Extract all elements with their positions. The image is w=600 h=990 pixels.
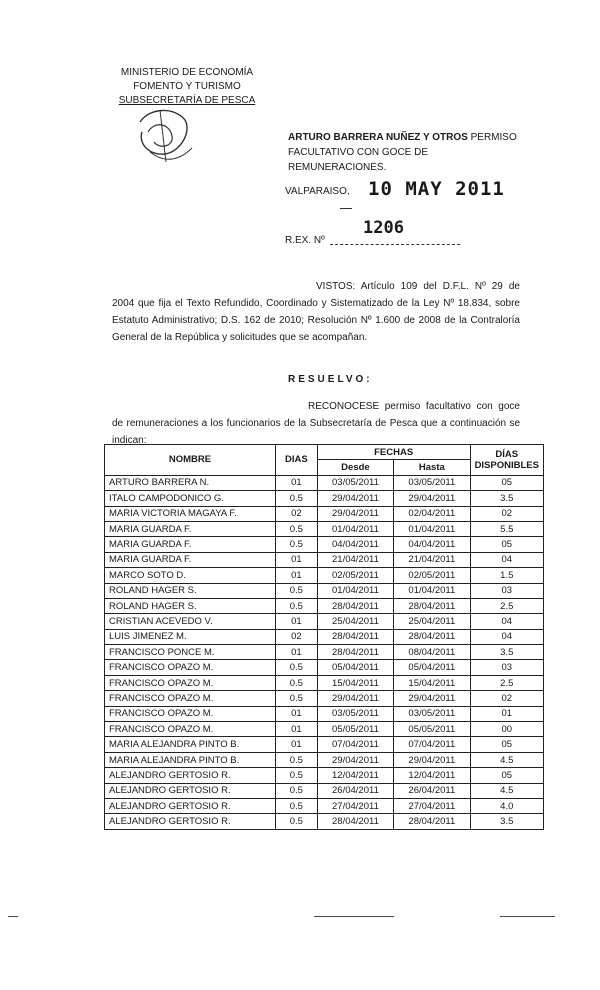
cell-nombre: FRANCISCO OPAZO M. (105, 660, 276, 675)
official-seal-icon (130, 102, 200, 172)
cell-disponibles: 3.5 (470, 814, 543, 829)
cell-nombre: MARCO SOTO D. (105, 568, 276, 583)
cell-disponibles: 04 (470, 552, 543, 567)
footer-mark-left (8, 916, 18, 917)
cell-disponibles: 3.5 (470, 645, 543, 660)
cell-dias: 0.5 (276, 598, 318, 613)
cell-desde: 25/04/2011 (317, 614, 393, 629)
table-row (105, 768, 544, 783)
cell-nombre: MARIA ALEJANDRA PINTO B. (105, 752, 276, 767)
cell-dias: 0.5 (276, 660, 318, 675)
cell-disponibles: 2.5 (470, 675, 543, 690)
table-row (105, 645, 544, 660)
cell-dias: 01 (276, 706, 318, 721)
cell-hasta: 08/04/2011 (394, 645, 470, 660)
cell-hasta: 25/04/2011 (394, 614, 470, 629)
cell-hasta: 01/04/2011 (394, 521, 470, 536)
cell-dias: 01 (276, 645, 318, 660)
cell-hasta: 29/04/2011 (394, 691, 470, 706)
cell-hasta: 29/04/2011 (394, 491, 470, 506)
cell-hasta: 03/05/2011 (394, 706, 470, 721)
cell-dias: 01 (276, 737, 318, 752)
cell-disponibles: 05 (470, 475, 543, 490)
cell-nombre: ROLAND HAGER S. (105, 583, 276, 598)
document-title (288, 130, 528, 175)
header-nombre: NOMBRE (105, 445, 276, 476)
cell-dias: 0.5 (276, 583, 318, 598)
cell-desde: 01/04/2011 (317, 521, 393, 536)
cell-hasta: 28/04/2011 (394, 629, 470, 644)
cell-hasta: 01/04/2011 (394, 583, 470, 598)
table-row (105, 552, 544, 567)
cell-disponibles: 01 (470, 706, 543, 721)
cell-desde: 29/04/2011 (317, 752, 393, 767)
ministry-line-2: FOMENTO Y TURISMO (133, 81, 241, 92)
cell-dias: 0.5 (276, 783, 318, 798)
cell-hasta: 27/04/2011 (394, 798, 470, 813)
vistos-paragraph: VISTOS: Artículo 109 del D.F.L. Nº 29 de 2004 que fija el Texto Refundido, Coordinado y Sistematizado de la Ley Nº 18.834, sobre Estatuto Administrativo; D.S. 162 de 2010; Resolución Nº 1.600 de 2008 de la Contraloría General de la República y solicitudes que se acompañan. (112, 281, 520, 343)
table-row (105, 660, 544, 675)
header-disponibles-1: DÍAS (495, 448, 519, 460)
cell-disponibles: 02 (470, 506, 543, 521)
cell-nombre: ALEJANDRO GERTOSIO R. (105, 798, 276, 813)
cell-dias: 02 (276, 629, 318, 644)
cell-dias: 0.5 (276, 752, 318, 767)
cell-desde: 07/04/2011 (317, 737, 393, 752)
cell-hasta: 28/04/2011 (394, 814, 470, 829)
cell-hasta: 29/04/2011 (394, 752, 470, 767)
title-rest: PERMISO FACULTATIVO CON GOCE DE REMUNERACIONES. (288, 132, 517, 173)
cell-dias: 0.5 (276, 768, 318, 783)
cell-desde: 28/04/2011 (317, 629, 393, 644)
cell-nombre: ALEJANDRO GERTOSIO R. (105, 814, 276, 829)
table-body (105, 475, 544, 829)
cell-dias: 0.5 (276, 491, 318, 506)
cell-disponibles: 05 (470, 537, 543, 552)
cell-nombre: MARIA GUARDA F. (105, 537, 276, 552)
cell-hasta: 21/04/2011 (394, 552, 470, 567)
cell-nombre: MARIA VICTORIA MAGAYA F. (105, 506, 276, 521)
cell-nombre: ROLAND HAGER S. (105, 598, 276, 613)
header-dias: DIAS (276, 445, 318, 476)
cell-disponibles: 2.5 (470, 598, 543, 613)
header-disponibles-2: DISPONIBLES (474, 459, 539, 471)
cell-dias: 01 (276, 552, 318, 567)
cell-disponibles: 4.0 (470, 798, 543, 813)
cell-disponibles: 4.5 (470, 783, 543, 798)
cell-dias: 0.5 (276, 814, 318, 829)
cell-desde: 26/04/2011 (317, 783, 393, 798)
table-row (105, 583, 544, 598)
header-disponibles (470, 445, 543, 476)
table-row (105, 706, 544, 721)
cell-hasta: 05/05/2011 (394, 722, 470, 737)
cell-desde: 02/05/2011 (317, 568, 393, 583)
cell-hasta: 03/05/2011 (394, 475, 470, 490)
cell-hasta: 04/04/2011 (394, 537, 470, 552)
table-row (105, 629, 544, 644)
rex-label: R.EX. Nº (285, 235, 325, 246)
permissions-table (104, 444, 544, 830)
cell-hasta: 26/04/2011 (394, 783, 470, 798)
table-row (105, 521, 544, 536)
table-row (105, 568, 544, 583)
cell-desde: 12/04/2011 (317, 768, 393, 783)
cell-hasta: 02/04/2011 (394, 506, 470, 521)
cell-desde: 28/04/2011 (317, 645, 393, 660)
cell-nombre: ALEJANDRO GERTOSIO R. (105, 768, 276, 783)
cell-dias: 01 (276, 568, 318, 583)
cell-hasta: 28/04/2011 (394, 598, 470, 613)
cell-desde: 04/04/2011 (317, 537, 393, 552)
cell-desde: 29/04/2011 (317, 491, 393, 506)
title-bold: ARTURO BARRERA NUÑEZ Y OTROS (288, 132, 468, 143)
cell-desde: 01/04/2011 (317, 583, 393, 598)
cell-nombre: FRANCISCO OPAZO M. (105, 706, 276, 721)
cell-dias: 01 (276, 475, 318, 490)
ministry-line-1: MINISTERIO DE ECONOMÍA (120, 67, 254, 78)
cell-desde: 29/04/2011 (317, 691, 393, 706)
cell-nombre: ITALO CAMPODONICO G. (105, 491, 276, 506)
cell-disponibles: 3.5 (470, 491, 543, 506)
cell-dias: 01 (276, 614, 318, 629)
cell-disponibles: 05 (470, 737, 543, 752)
ministry-line-3: SUBSECRETARÍA DE PESCA (118, 95, 256, 106)
cell-desde: 27/04/2011 (317, 798, 393, 813)
cell-dias: 0.5 (276, 798, 318, 813)
cell-nombre: MARIA GUARDA F. (105, 552, 276, 567)
table-row (105, 475, 544, 490)
cell-disponibles: 5.5 (470, 521, 543, 536)
header-desde: Desde (317, 460, 393, 475)
cell-dias: 0.5 (276, 521, 318, 536)
cell-desde: 05/05/2011 (317, 722, 393, 737)
cell-desde: 05/04/2011 (317, 660, 393, 675)
table-row (105, 506, 544, 521)
table-row (105, 752, 544, 767)
cell-nombre: MARIA ALEJANDRA PINTO B. (105, 737, 276, 752)
cell-hasta: 12/04/2011 (394, 768, 470, 783)
rex-line (330, 244, 460, 245)
cell-disponibles: 04 (470, 614, 543, 629)
cell-dias: 0.5 (276, 675, 318, 690)
cell-nombre: CRISTIAN ACEVEDO V. (105, 614, 276, 629)
cell-desde: 29/04/2011 (317, 506, 393, 521)
place-label: VALPARAISO, (285, 186, 350, 197)
cell-nombre: MARIA GUARDA F. (105, 521, 276, 536)
cell-hasta: 07/04/2011 (394, 737, 470, 752)
cell-desde: 28/04/2011 (317, 814, 393, 829)
cell-hasta: 15/04/2011 (394, 675, 470, 690)
cell-disponibles: 4.5 (470, 752, 543, 767)
table-row (105, 691, 544, 706)
cell-nombre: FRANCISCO OPAZO M. (105, 722, 276, 737)
cell-nombre: FRANCISCO OPAZO M. (105, 675, 276, 690)
header-fechas: FECHAS (317, 445, 470, 460)
footer-line-middle (314, 916, 394, 917)
cell-disponibles: 00 (470, 722, 543, 737)
cell-nombre: FRANCISCO OPAZO M. (105, 691, 276, 706)
cell-disponibles: 05 (470, 768, 543, 783)
table-row (105, 491, 544, 506)
cell-nombre: ALEJANDRO GERTOSIO R. (105, 783, 276, 798)
cell-nombre: LUIS JIMENEZ M. (105, 629, 276, 644)
header-hasta: Hasta (394, 460, 470, 475)
cell-disponibles: 02 (470, 691, 543, 706)
cell-desde: 03/05/2011 (317, 706, 393, 721)
cell-dias: 02 (276, 506, 318, 521)
cell-desde: 03/05/2011 (317, 475, 393, 490)
cell-nombre: ARTURO BARRERA N. (105, 475, 276, 490)
cell-desde: 28/04/2011 (317, 598, 393, 613)
table-row (105, 783, 544, 798)
resuelvo-heading: RESUELVO: (288, 374, 373, 385)
table-row (105, 737, 544, 752)
cell-disponibles: 04 (470, 629, 543, 644)
table-row (105, 614, 544, 629)
cell-hasta: 05/04/2011 (394, 660, 470, 675)
table-row (105, 722, 544, 737)
reconocese-paragraph: RECONOCESE permiso facultativo con goce de remuneraciones a los funcionarios de la Subsecretaría de Pesca que a continuación se indican: (112, 401, 520, 446)
cell-dias: 0.5 (276, 691, 318, 706)
cell-desde: 21/04/2011 (317, 552, 393, 567)
table-row (105, 675, 544, 690)
rex-number: 1206 (363, 218, 404, 238)
cell-dias: 01 (276, 722, 318, 737)
cell-hasta: 02/05/2011 (394, 568, 470, 583)
table-row (105, 537, 544, 552)
table-row (105, 814, 544, 829)
date-stamp: 10 MAY 2011 (368, 178, 505, 200)
cell-nombre: FRANCISCO PONCE M. (105, 645, 276, 660)
table-row (105, 598, 544, 613)
cell-disponibles: 03 (470, 660, 543, 675)
cell-dias: 0.5 (276, 537, 318, 552)
cell-desde: 15/04/2011 (317, 675, 393, 690)
cell-disponibles: 03 (470, 583, 543, 598)
footer-line-right (500, 916, 555, 917)
cell-disponibles: 1.5 (470, 568, 543, 583)
rex-dash (340, 208, 352, 209)
table-row (105, 798, 544, 813)
